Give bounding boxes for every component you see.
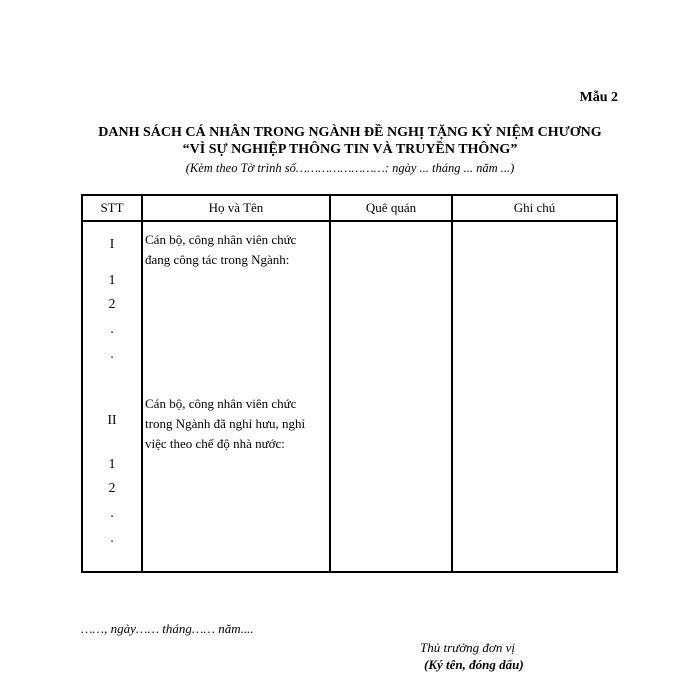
hometown-column: [330, 221, 452, 572]
signer-title: Thủ trưởng đơn vị: [420, 640, 515, 655]
table-body-row: [82, 221, 617, 572]
form-code: Mẫu 2: [579, 90, 618, 105]
group-number-II: II: [107, 412, 117, 427]
group-II-label: [145, 394, 327, 454]
group-label-line: việc theo chế độ nhà nước:: [145, 436, 285, 451]
header-full-name: Họ và Tên: [142, 195, 330, 221]
document-subtitle: (Kèm theo Tờ trình số……………………: ngày ... tháng ... năm ...): [185, 161, 515, 175]
group-label-line: Cán bộ, công nhân viên chức: [145, 396, 297, 411]
row-number: 2: [108, 480, 116, 495]
stt-column: [82, 221, 142, 572]
title-block: [0, 124, 700, 177]
group-label-line: đang công tác trong Ngành:: [145, 252, 290, 267]
row-number: 2: [108, 296, 116, 311]
header-stt: STT: [82, 195, 142, 221]
nominee-table: [81, 194, 618, 573]
ellipsis-dot: .: [110, 346, 114, 361]
signer-note: (Ký tên, đóng dấu): [424, 657, 524, 672]
notes-column: [452, 221, 617, 572]
ellipsis-dot: .: [110, 321, 114, 336]
header-hometown: Quê quán: [330, 195, 452, 221]
row-number: 1: [108, 456, 116, 471]
document-title: DANH SÁCH CÁ NHÂN TRONG NGÀNH ĐỀ NGHỊ TẶNG KỶ NIỆM CHƯƠNG: [98, 125, 602, 140]
ellipsis-dot: .: [110, 505, 114, 520]
ellipsis-dot: .: [110, 530, 114, 545]
group-number-I: I: [109, 236, 115, 251]
group-label-line: Cán bộ, công nhân viên chức: [145, 232, 297, 247]
document-title-quoted: “VÌ SỰ NGHIỆP THÔNG TIN VÀ TRUYỀN THÔNG”: [182, 142, 518, 157]
table-header-row: [82, 195, 617, 221]
header-notes: Ghi chú: [452, 195, 617, 221]
group-I-label: [145, 230, 327, 270]
group-label-line: trong Ngành đã nghỉ hưu, nghỉ: [145, 416, 306, 431]
name-column: [142, 221, 330, 572]
row-number: 1: [108, 272, 116, 287]
date-line: ……, ngày…… tháng…… năm....: [81, 621, 254, 636]
